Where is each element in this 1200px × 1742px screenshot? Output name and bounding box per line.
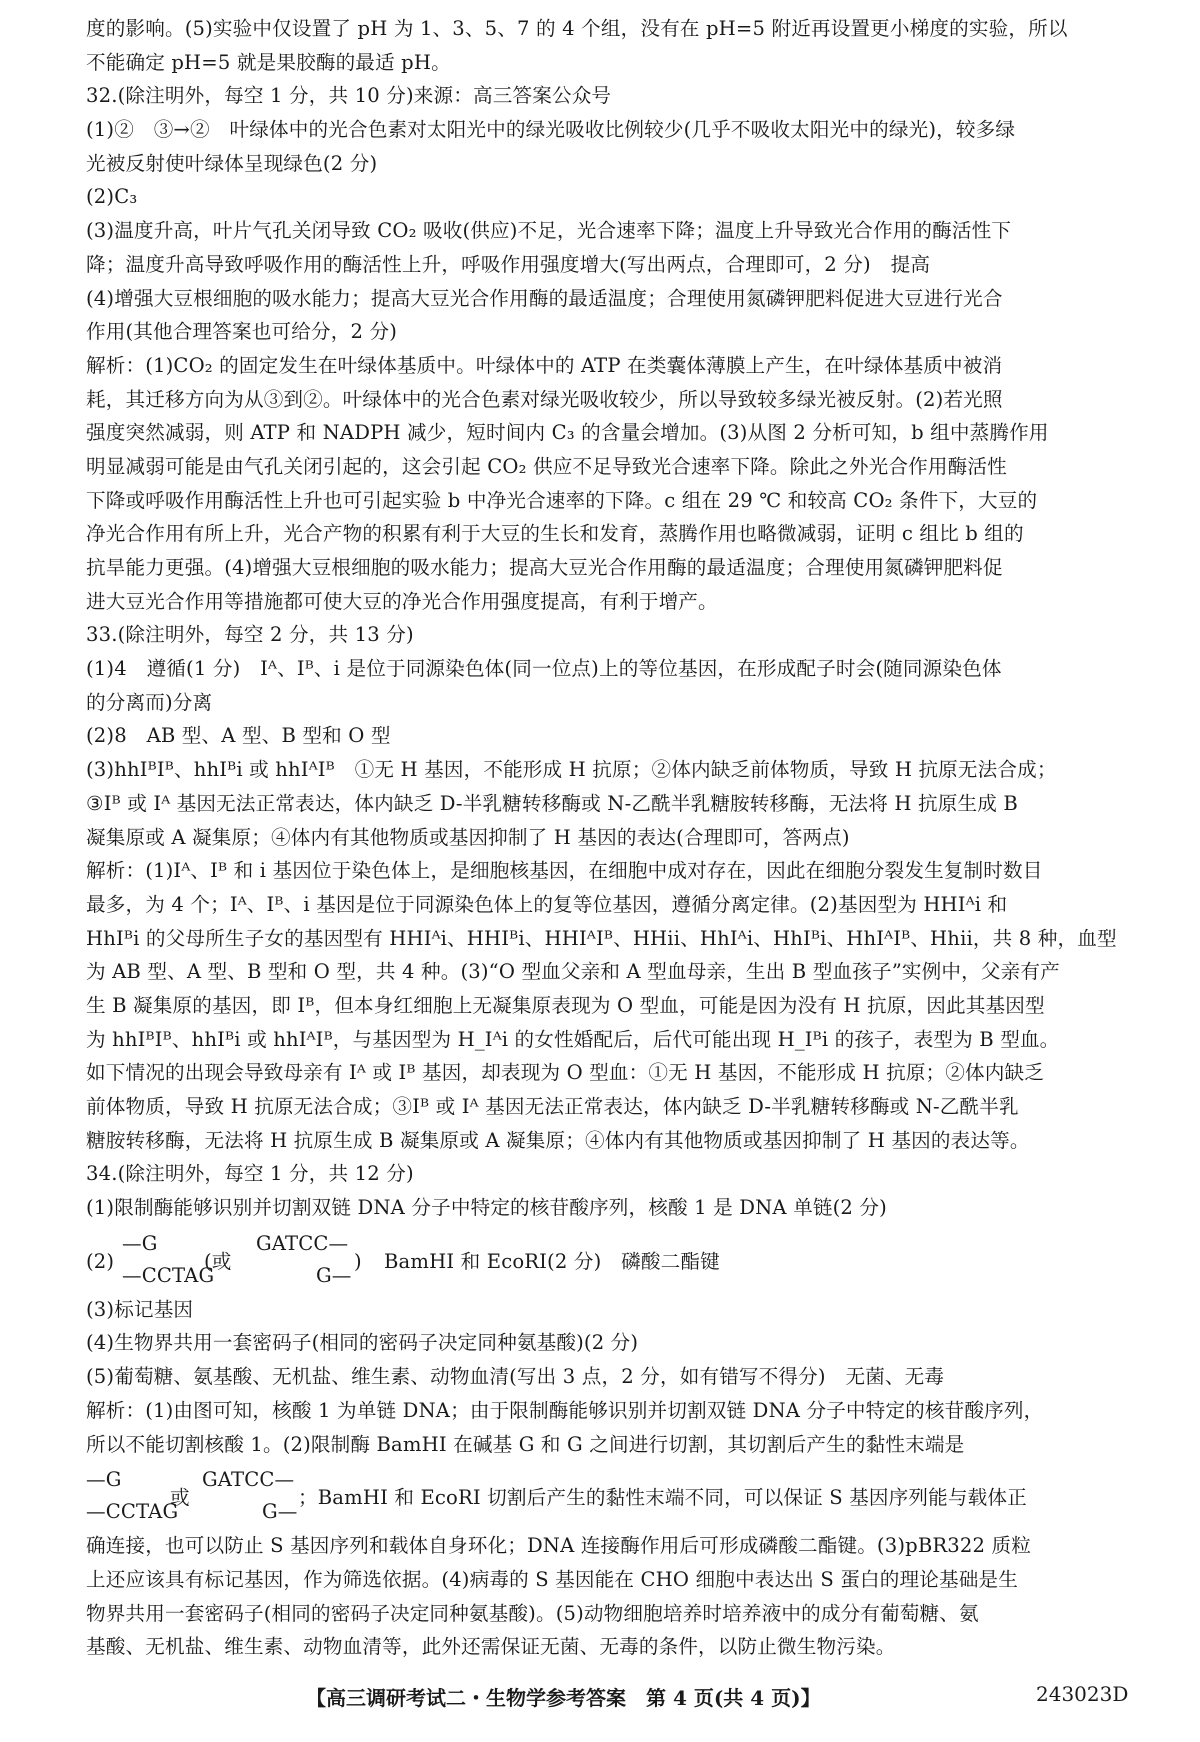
text-line: (4)增强大豆根细胞的吸水能力；提高大豆光合作用酶的最适温度；合理使用氮磷钾肥料促进大豆进行光合: [86, 286, 1003, 310]
text-line: 降；温度升高导致呼吸作用的酶活性上升，呼吸作用强度增大(写出两点，合理即可，2 分) 提高: [86, 252, 931, 276]
text-line: 明显减弱可能是由气孔关闭引起的，这会引起 CO₂ 供应不足导致光合速率下降。除此之外光合作用酶活性: [86, 454, 1007, 478]
text-line: (3)hhIᴮIᴮ、hhIᴮi 或 hhIᴬIᴮ ①无 H 基因，不能形成 H 抗原；②体内缺乏前体物质，导致 H 抗原无法合成；: [86, 758, 1057, 782]
text-line: 如下情况的出现会导致母亲有 Iᴬ 或 Iᴮ 基因，却表现为 O 型血：①无 H 基因，不能形成 H 抗原；②体内缺乏: [86, 1061, 1045, 1085]
text-line: 抗旱能力更强。(4)增强大豆根细胞的吸水能力；提高大豆光合作用酶的最适温度；合理使用氮磷钾肥料促: [86, 556, 1003, 579]
text-line: 不能确定 pH=5 就是果胶酶的最适 pH。: [86, 50, 451, 74]
sticky-end-rest: BamHⅠ 和 EcoRⅠ(2 分) 磷酸二酯键: [384, 1249, 720, 1273]
dna-answer-prefix: (2): [86, 1249, 115, 1273]
text-line: 为 AB 型、A 型、B 型和 O 型，共 4 种。(3)“O 型血父亲和 A 型血母亲，生出 B 型血孩子”实例中，父亲有产: [86, 960, 1060, 984]
footer-title: 【高三调研考试二・生物学参考答案 第 4 页(共 4 页)】: [306, 1686, 821, 1710]
sticky-end-or: (或: [204, 1249, 232, 1273]
text-line: (2)8 AB 型、A 型、B 型和 O 型: [86, 724, 391, 748]
text-line: (1)② ③→② 叶绿体中的光合色素对太阳光中的绿光吸收比例较少(几乎不吸收太阳光中的绿光)，较多绿: [86, 118, 1016, 142]
sticky-end2-bottom-left: —CCTAG: [86, 1500, 179, 1524]
answer-lines-part1: [86, 12, 1152, 1225]
sticky-end-answer-row: [86, 1225, 1152, 1293]
text-line: 进大豆光合作用等措施都可使大豆的净光合作用强度提高，有利于增产。: [86, 589, 718, 613]
text-line: (4)生物界共用一套密码子(相同的密码子决定同种氨基酸)(2 分): [86, 1331, 639, 1355]
text-line: 解析：(1)CO₂ 的固定发生在叶绿体基质中。叶绿体中的 ATP 在类囊体薄膜上产生，在叶绿体基质中被消: [86, 353, 1003, 377]
answer-body: [86, 12, 1152, 1664]
text-line: HhIᴮi 的父母所生子女的基因型有 HHIᴬi、HHIᴮi、HHIᴬIᴮ、HHii、HhIᴬi、HhIᴮi、HhIᴬIᴮ、Hhii，共 8 种，血型: [86, 926, 1117, 950]
text-line: 解析：(1)由图可知，核酸 1 为单链 DNA；由于限制酶能够识别并切割双链 DNA 分子中特定的核苷酸序列，: [86, 1398, 1044, 1422]
sticky-end-close: ): [354, 1249, 362, 1273]
sticky-end2-top-left: —G: [86, 1468, 122, 1492]
text-line: (2)C₃: [86, 185, 138, 209]
sticky-end-explanation-row: [86, 1461, 1152, 1529]
text-line: 解析：(1)Iᴬ、Iᴮ 和 i 基因位于染色体上，是细胞核基因，在细胞中成对存在，因此在细胞分裂发生复制时数目: [86, 859, 1043, 883]
text-line: 强度突然减弱，则 ATP 和 NADPH 减少，短时间内 C₃ 的含量会增加。(3)从图 2 分析可知，b 组中蒸腾作用: [86, 421, 1049, 445]
text-line: ③Iᴮ 或 Iᴬ 基因无法正常表达，体内缺乏 D-半乳糖转移酶或 N-乙酰半乳糖胺转移酶，无法将 H 抗原生成 B: [86, 791, 1018, 815]
text-line: 作用(其他合理答案也可给分，2 分): [86, 320, 397, 344]
answer-lines-part3: [86, 1529, 1152, 1664]
text-line: 确连接，也可以防止 S 基因序列和载体自身环化；DNA 连接酶作用后可形成磷酸二酯键。(3)pBR322 质粒: [86, 1534, 1031, 1558]
text-line: 光被反射使叶绿体呈现绿色(2 分): [86, 151, 378, 175]
sticky-end2-or: 或: [170, 1486, 190, 1510]
sticky-end-top-left: —G: [122, 1231, 158, 1255]
text-line: 34.(除注明外，每空 1 分，共 12 分): [86, 1162, 414, 1186]
answer-lines-part2: [86, 1293, 1152, 1461]
text-line: 净光合作用有所上升，光合产物的积累有利于大豆的生长和发育，蒸腾作用也略微减弱，证明 c 组比 b 组的: [86, 522, 1024, 546]
sticky-end-bottom-left: —CCTAG: [122, 1263, 215, 1287]
sticky-end2-top-right: GATCC—: [202, 1468, 295, 1492]
text-line: 基酸、无机盐、维生素、动物血清等，此外还需保证无菌、无毒的条件，以防止微生物污染。: [86, 1635, 896, 1659]
text-line: (3)标记基因: [86, 1297, 194, 1321]
text-line: 耗，其迁移方向为从③到②。叶绿体中的光合色素对绿光吸收较少，所以导致较多绿光被反射。(2)若光照: [86, 387, 1003, 411]
sticky-end2-rest: ；BamHⅠ 和 EcoRⅠ 切割后产生的黏性末端不同，可以保证 S 基因序列能与载体正: [298, 1486, 1027, 1510]
text-line: 生 B 凝集原的基因，即 Iᴮ，但本身红细胞上无凝集原表现为 O 型血，可能是因为没有 H 抗原，因此其基因型: [86, 993, 1045, 1017]
text-line: 的分离而)分离: [86, 690, 213, 714]
text-line: 32.(除注明外，每空 1 分，共 10 分)来源：高三答案公众号: [86, 84, 612, 108]
sticky-end-bottom-right: G—: [316, 1263, 352, 1287]
sticky-end2-bottom-right: G—: [262, 1500, 298, 1524]
text-line: 糖胺转移酶，无法将 H 抗原生成 B 凝集原或 A 凝集原；④体内有其他物质或基因抑制了 H 基因的表达等。: [86, 1128, 1030, 1152]
text-line: 下降或呼吸作用酶活性上升也可引起实验 b 中净光合速率的下降。c 组在 29 ℃ 和较高 CO₂ 条件下，大豆的: [86, 488, 1038, 512]
text-line: 凝集原或 A 凝集原；④体内有其他物质或基因抑制了 H 基因的表达(合理即可，答两点): [86, 825, 850, 849]
text-line: (1)限制酶能够识别并切割双链 DNA 分子中特定的核苷酸序列，核酸 1 是 DNA 单链(2 分): [86, 1196, 887, 1220]
text-line: (5)葡萄糖、氨基酸、无机盐、维生素、动物血清(写出 3 点，2 分，如有错写不得分) 无菌、无毒: [86, 1365, 945, 1389]
text-line: 度的影响。(5)实验中仅设置了 pH 为 1、3、5、7 的 4 个组，没有在 pH=5 附近再设置更小梯度的实验，所以: [86, 17, 1068, 40]
page-footer: [0, 1678, 1200, 1718]
text-line: 物界共用一套密码子(相同的密码子决定同种氨基酸)。(5)动物细胞培养时培养液中的成分有葡萄糖、氨: [86, 1601, 979, 1625]
text-line: 所以不能切割核酸 1。(2)限制酶 BamHⅠ 在碱基 G 和 G 之间进行切割，其切割后产生的黏性末端是: [86, 1432, 965, 1456]
text-line: 上还应该具有标记基因，作为筛选依据。(4)病毒的 S 基因能在 CHO 细胞中表达出 S 蛋白的理论基础是生: [86, 1567, 1018, 1591]
text-line: 33.(除注明外，每空 2 分，共 13 分): [86, 623, 414, 647]
text-line: 为 hhIᴮIᴮ、hhIᴮi 或 hhIᴬIᴮ，与基因型为 H_Iᴬi 的女性婚配后，后代可能出现 H_Iᴮi 的孩子，表型为 B 型血。: [86, 1027, 1060, 1051]
text-line: (3)温度升高，叶片气孔关闭导致 CO₂ 吸收(供应)不足，光合速率下降；温度上升导致光合作用的酶活性下: [86, 219, 1012, 243]
text-line: 最多，为 4 个；Iᴬ、Iᴮ、i 基因是位于同源染色体上的复等位基因，遵循分离定律。(2)基因型为 HHIᴬi 和: [86, 892, 1008, 916]
text-line: (1)4 遵循(1 分) Iᴬ、Iᴮ、i 是位于同源染色体(同一位点)上的等位基因，在形成配子时会(随同源染色体: [86, 657, 1002, 681]
sticky-end-top-right: GATCC—: [256, 1231, 349, 1255]
text-line: 前体物质，导致 H 抗原无法合成；③Iᴮ 或 Iᴬ 基因无法正常表达，体内缺乏 D-半乳糖转移酶或 N-乙酰半乳: [86, 1095, 1019, 1118]
footer-code: 243023D: [1036, 1682, 1129, 1706]
